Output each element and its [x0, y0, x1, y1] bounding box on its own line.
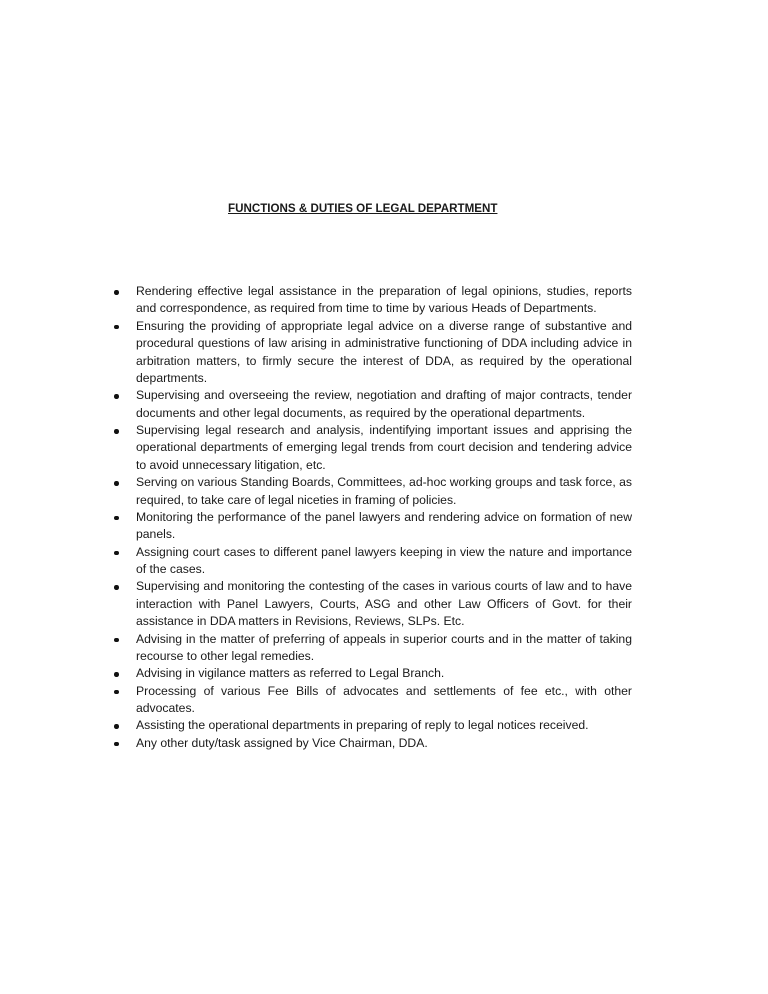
list-item: [114, 318, 632, 388]
list-item-text: Advising in the matter of preferring of appeals in superior courts and in the matter of taking recourse to other legal remedies.: [136, 631, 632, 663]
list-item-text: Processing of various Fee Bills of advocates and settlements of fee etc., with other advocates.: [136, 683, 632, 715]
list-item-text: Assigning court cases to different panel lawyers keeping in view the nature and importance of the cases.: [136, 544, 632, 576]
list-item: [114, 283, 632, 318]
list-item-text: Supervising and overseeing the review, negotiation and drafting of major contracts, tender documents and other legal documents, as required by the operational departments.: [136, 388, 632, 420]
list-item: [114, 578, 632, 630]
list-item: [114, 631, 632, 666]
list-item: [114, 422, 632, 474]
list-item-text: Assisting the operational departments in preparing of reply to legal notices received.: [136, 718, 589, 733]
list-item: [114, 717, 632, 734]
list-item-text: Any other duty/task assigned by Vice Chairman, DDA.: [136, 735, 428, 750]
list-item-text: Supervising legal research and analysis, indentifying important issues and apprising the operational departments of emerging legal trends from court decision and tendering advice to avoid unnecessary litigation, etc.: [136, 423, 632, 472]
list-item: [114, 735, 632, 752]
document-title: FUNCTIONS & DUTIES OF LEGAL DEPARTMENT: [228, 202, 498, 215]
list-item-text: Advising in vigilance matters as referred to Legal Branch.: [136, 666, 445, 681]
list-item-text: Serving on various Standing Boards, Committees, ad-hoc working groups and task force, as required, to take care of legal niceties in framing of policies.: [136, 475, 632, 507]
list-item: [114, 544, 632, 579]
list-item: [114, 387, 632, 422]
duties-list: [114, 283, 632, 752]
list-item: [114, 474, 632, 509]
list-item: [114, 665, 632, 682]
list-item-text: Supervising and monitoring the contesting of the cases in various courts of law and to have interaction with Panel Lawyers, Courts, ASG and other Law Officers of Govt. for their assistance in DDA matters in Revisions, Reviews, SLPs. Etc.: [136, 579, 632, 629]
list-item: [114, 509, 632, 544]
list-item: [114, 683, 632, 718]
list-item-text: Rendering effective legal assistance in the preparation of legal opinions, studies, reports and correspondence, as required from time to time by various Heads of Departments.: [136, 284, 632, 316]
list-item-text: Monitoring the performance of the panel lawyers and rendering advice on formation of new panels.: [136, 509, 632, 542]
list-item-text: Ensuring the providing of appropriate legal advice on a diverse range of substantive and procedural questions of law arising in administrative functioning of DDA including advice in arbitration matters, to firmly secure the interest of DDA, as required by the operational departments.: [136, 318, 632, 385]
